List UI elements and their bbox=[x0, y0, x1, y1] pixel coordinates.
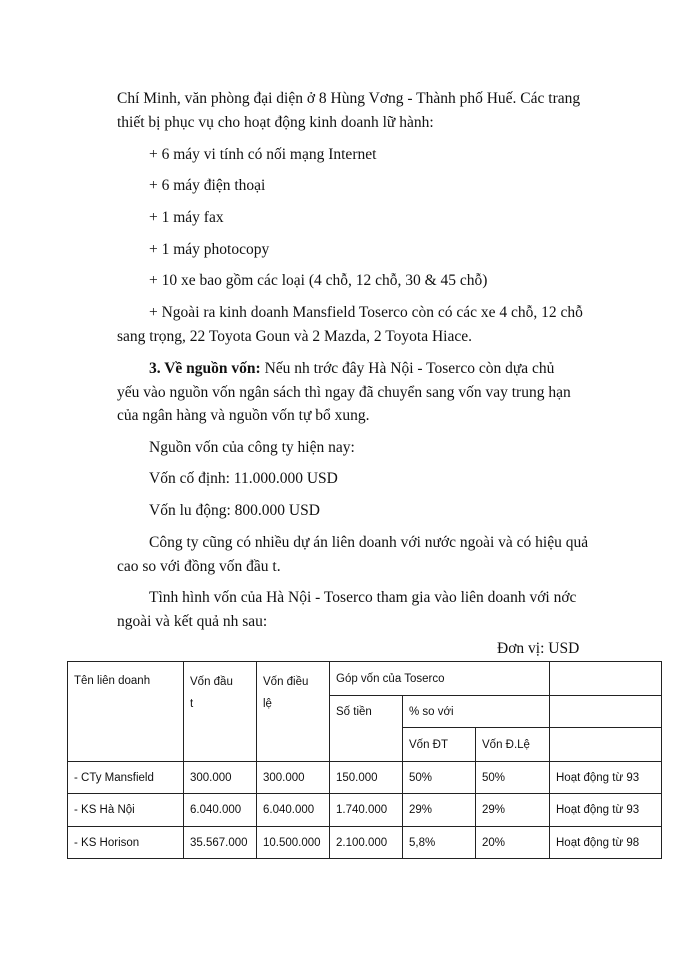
cell-von-dau-tu: 35.567.000 bbox=[184, 827, 257, 859]
header-pct-so-voi: % so với bbox=[403, 696, 550, 728]
cell-von-dau-tu: 300.000 bbox=[184, 762, 257, 794]
header-ten-lien-doanh: Tên liên doanh bbox=[68, 662, 184, 762]
header-von-dau-tu: Vốn đầu t bbox=[184, 662, 257, 762]
paragraph-line: thiết bị phục vụ cho hoạt động kinh doanh lữ hành: bbox=[117, 114, 434, 131]
cell-note: Hoạt động từ 98 bbox=[550, 827, 662, 859]
section-heading-line bbox=[149, 359, 554, 379]
table-row bbox=[68, 794, 662, 827]
paragraph-line: của ngân hàng và nguồn vốn tự bổ xung. bbox=[117, 407, 370, 424]
cell-so-tien: 1.740.000 bbox=[330, 794, 403, 827]
list-item: + 6 máy vi tính có nối mạng Internet bbox=[149, 146, 377, 163]
joint-venture-table bbox=[67, 661, 662, 859]
unit-label: Đơn vị: USD bbox=[497, 640, 580, 657]
cell-von-dieu-le: 6.040.000 bbox=[257, 794, 330, 827]
header-von-dle: Vốn Đ.Lệ bbox=[476, 728, 550, 762]
section-heading: 3. Về nguồn vốn: bbox=[149, 360, 261, 377]
paragraph-line: sang trọng, 22 Toyota Goun và 2 Mazda, 2 Toyota Hiace. bbox=[117, 328, 472, 345]
cell-so-tien: 150.000 bbox=[330, 762, 403, 794]
paragraph-line: cao so với đồng vốn đầu t. bbox=[117, 558, 281, 575]
paragraph-line: yếu vào nguồn vốn ngân sách thì ngay đã chuyển sang vốn vay trung hạn bbox=[117, 384, 571, 401]
list-item: + 10 xe bao gồm các loại (4 chỗ, 12 chỗ, 30 & 45 chỗ) bbox=[149, 272, 488, 289]
header-von-dieu-le: Vốn điều lệ bbox=[257, 662, 330, 762]
paragraph-line: Vốn lu động: 800.000 USD bbox=[149, 502, 320, 519]
cell-von-dau-tu: 6.040.000 bbox=[184, 794, 257, 827]
cell-pct-dt: 5,8% bbox=[403, 827, 476, 859]
list-item: + 1 máy fax bbox=[149, 209, 224, 226]
header-empty bbox=[550, 696, 662, 728]
cell-name: - KS Hà Nội bbox=[68, 794, 184, 827]
paragraph-line: Chí Minh, văn phòng đại diện ở 8 Hùng Vơng - Thành phố Huế. Các trang bbox=[117, 90, 581, 107]
list-item: + 6 máy điện thoại bbox=[149, 177, 266, 194]
paragraph-line: Tình hình vốn của Hà Nội - Toserco tham gia vào liên doanh với nớc bbox=[149, 589, 577, 606]
cell-von-dieu-le: 10.500.000 bbox=[257, 827, 330, 859]
header-empty bbox=[550, 728, 662, 762]
cell-von-dieu-le: 300.000 bbox=[257, 762, 330, 794]
cell-pct-dt: 29% bbox=[403, 794, 476, 827]
header-empty bbox=[550, 662, 662, 696]
paragraph-line: ngoài và kết quả nh sau: bbox=[117, 613, 268, 630]
cell-pct-dt: 50% bbox=[403, 762, 476, 794]
paragraph-line: Vốn cố định: 11.000.000 USD bbox=[149, 470, 338, 487]
cell-pct-dle: 50% bbox=[476, 762, 550, 794]
cell-name: - KS Horison bbox=[68, 827, 184, 859]
cell-pct-dle: 29% bbox=[476, 794, 550, 827]
header-von-dt: Vốn ĐT bbox=[403, 728, 476, 762]
cell-so-tien: 2.100.000 bbox=[330, 827, 403, 859]
header-gop-von: Góp vốn của Toserco bbox=[330, 662, 550, 696]
table-row bbox=[68, 762, 662, 794]
cell-name: - CTy Mansfield bbox=[68, 762, 184, 794]
list-item: + 1 máy photocopy bbox=[149, 241, 270, 258]
paragraph-line: + Ngoài ra kinh doanh Mansfield Toserco còn có các xe 4 chỗ, 12 chỗ bbox=[149, 304, 583, 321]
paragraph-line: Công ty cũng có nhiều dự án liên doanh với nước ngoài và có hiệu quả bbox=[149, 534, 589, 551]
cell-note: Hoạt động từ 93 bbox=[550, 762, 662, 794]
header-so-tien: Số tiền bbox=[330, 696, 403, 762]
paragraph-text: Nếu nh trớc đây Hà Nội - Toserco còn dựa chủ bbox=[260, 360, 555, 377]
paragraph-line: Nguồn vốn của công ty hiện nay: bbox=[149, 439, 355, 456]
cell-pct-dle: 20% bbox=[476, 827, 550, 859]
cell-note: Hoạt động từ 93 bbox=[550, 794, 662, 827]
table-row bbox=[68, 827, 662, 859]
